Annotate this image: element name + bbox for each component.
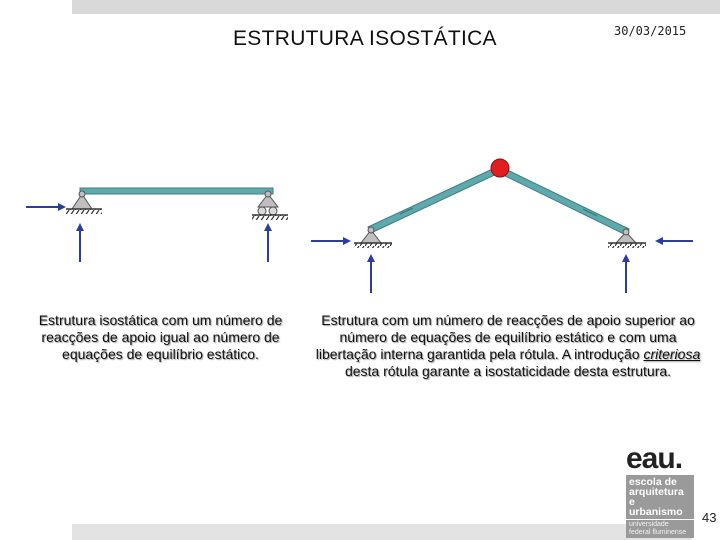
page-number: 43 [702,510,717,525]
logo-sub1: universidade [629,521,669,528]
logo-main-text: eau. [626,442,683,475]
logo-school-name [626,475,694,519]
right-caption-emphasis: criteriosa [643,346,701,362]
left-member [368,166,501,233]
pinned-support [608,229,646,248]
slide-title: ESTRUTURA ISOSTÁTICA [233,27,497,50]
eau-logo [626,442,696,536]
right-caption-part1: Estrutura com um número de reacções de apoio superior ao número de equações de equilíbrio estático e com uma libertação interna garantida pela rótula. A introdução [315,312,695,362]
logo-university [626,520,694,538]
three-hinged-frame-structure [311,159,693,293]
slide-date: 30/03/2015 [614,24,687,38]
left-caption: Estrutura isostática com um número de reacções de apoio igual ao número de equações de equilíbrio estático. [38,312,283,362]
logo-line3: e urbanismo [629,496,683,518]
right-caption-part2: desta rótula garante a isostaticidade desta estrutura. [344,363,672,379]
right-member [497,166,629,235]
logo-line2: arquitetura [629,486,684,498]
right-caption [308,312,708,380]
hinge [491,159,509,177]
logo-sub2: federal fluminense [629,528,687,536]
simple-beam-structure [26,188,288,262]
beam [80,188,273,194]
roller-support [252,191,288,220]
logo-line1: escola de [629,476,677,488]
pinned-support [354,227,392,248]
